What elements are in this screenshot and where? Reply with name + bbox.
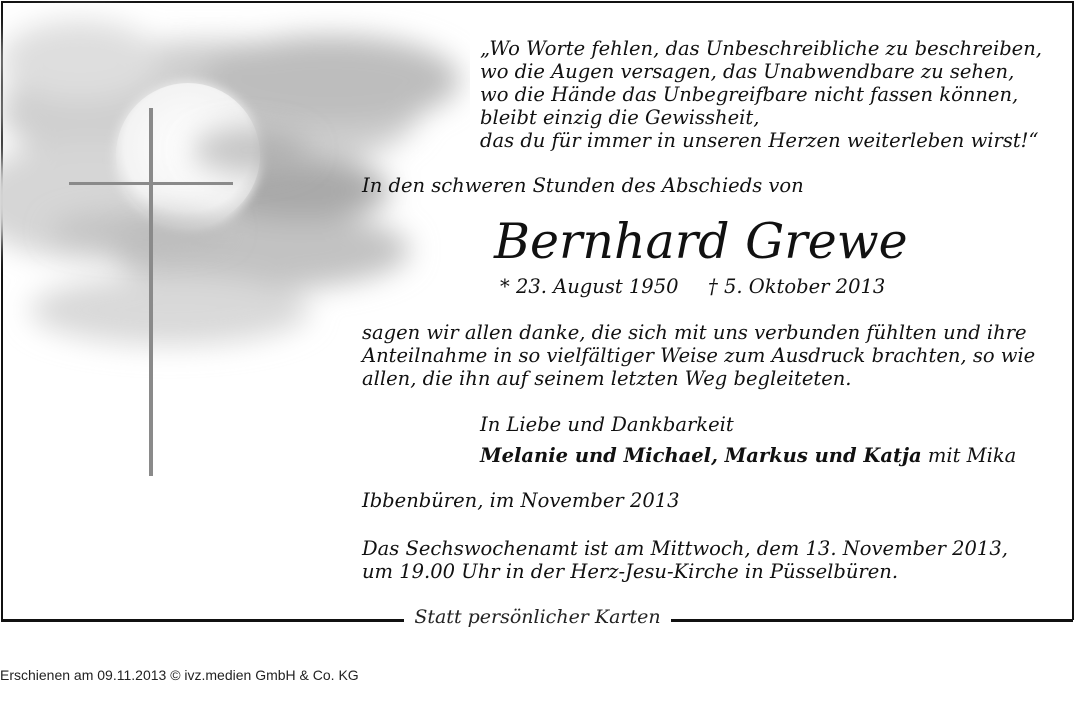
poem-line: „Wo Worte fehlen, das Unbeschreibliche zu beschreiben, <box>480 37 1042 60</box>
signers-names: Melanie und Michael, Markus und Katja <box>480 444 922 467</box>
service-line: um 19.00 Uhr in der Herz-Jesu-Kirche in Püsselbüren. <box>362 560 899 583</box>
footer-note: Statt persönlicher Karten <box>414 606 661 628</box>
poem-line: das du für immer in unseren Herzen weiterleben wirst!“ <box>480 129 1039 152</box>
place-date: Ibbenbüren, im November 2013 <box>362 489 680 512</box>
thanks-line: Anteilnahme in so vielfältiger Weise zum Ausdruck brachten, so wie <box>362 344 1036 367</box>
poem-line: bleibt einzig die Gewissheit, <box>480 106 760 129</box>
publication-credit: Erschienen am 09.11.2013 © ivz.medien GmbH & Co. KG <box>0 667 359 683</box>
deceased-name: Bernhard Grewe <box>494 213 908 270</box>
thanks-line: sagen wir allen danke, die sich mit uns verbunden fühlten und ihre <box>362 321 1027 344</box>
poem-line: wo die Augen versagen, das Unabwendbare zu sehen, <box>480 60 1015 83</box>
bottom-rule-left <box>1 619 404 622</box>
closing-phrase: In Liebe und Dankbarkeit <box>480 413 734 436</box>
thanks-line: allen, die ihn auf seinem letzten Weg begleiteten. <box>362 367 852 390</box>
birth-date: * 23. August 1950 <box>500 275 679 298</box>
poem-line: wo die Hände das Unbegreifbare nicht fassen können, <box>480 83 1019 106</box>
service-notice <box>362 537 1008 583</box>
service-line: Das Sechswochenamt ist am Mittwoch, dem 13. November 2013, <box>362 537 1008 560</box>
thanks-text <box>362 321 1035 390</box>
signers <box>480 444 1016 467</box>
intro-text: In den schweren Stunden des Abschieds von <box>362 174 804 197</box>
signers-addition: mit Mika <box>921 444 1017 467</box>
death-date: † 5. Oktober 2013 <box>708 275 886 298</box>
poem <box>480 37 1042 152</box>
bottom-rule-right <box>671 619 1073 622</box>
